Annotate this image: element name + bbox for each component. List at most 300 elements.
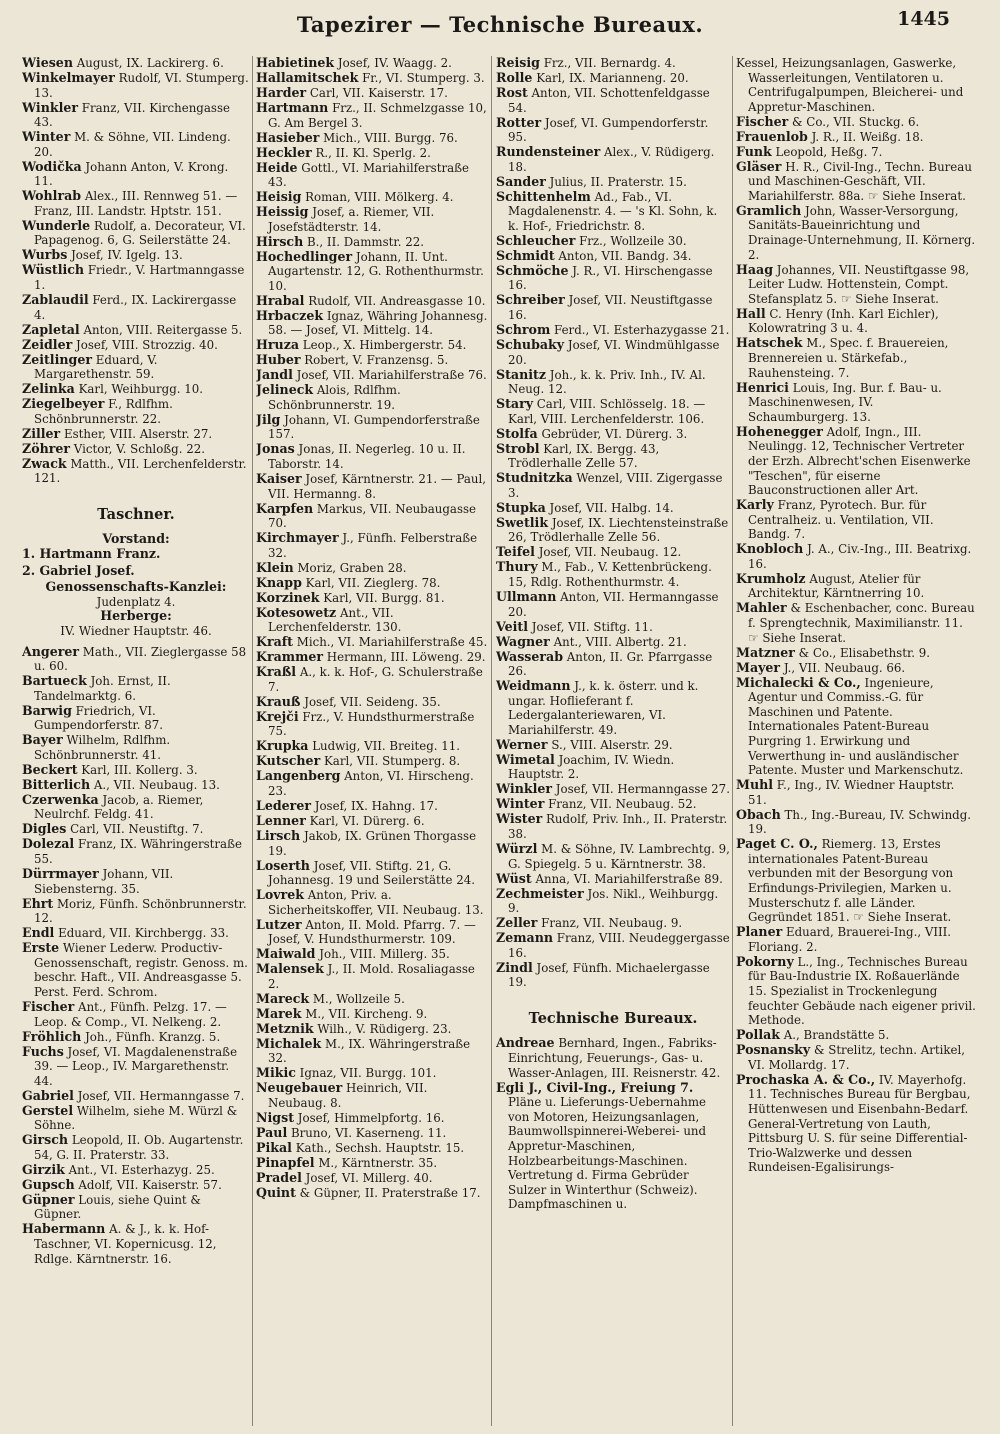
entry-name: Winkler bbox=[22, 99, 79, 115]
entry-text: Karl, III. Kollerg. 3. bbox=[81, 762, 198, 777]
entry-name: Hruza bbox=[256, 337, 300, 353]
entry-name: Hallamitschek bbox=[256, 69, 359, 85]
entry-text: Ant., VIII. Albertg. 21. bbox=[553, 634, 687, 649]
directory-entry bbox=[256, 1141, 488, 1156]
entry-name: Kraft bbox=[256, 634, 293, 650]
directory-entry bbox=[736, 676, 976, 778]
directory-entry bbox=[496, 560, 730, 589]
entry-text: A., k. k. Hof-, G. Schulerstraße 7. bbox=[268, 665, 483, 694]
entry-text: M., Spec. f. Brauereien, Brennereien u. Stärkefab., Rauhensteing. 7. bbox=[748, 336, 949, 380]
entry-text: Anton, VII. Schottenfeldgasse 54. bbox=[508, 85, 710, 115]
entry-name: Habietinek bbox=[256, 56, 335, 70]
entry-name: Jonas bbox=[256, 441, 295, 457]
entry-text: Karl, VI. Dürerg. 6. bbox=[309, 813, 425, 828]
directory-entry bbox=[22, 353, 250, 382]
entry-name: Prochaska A. & Co., bbox=[736, 1071, 876, 1087]
directory-entry bbox=[256, 695, 488, 710]
entry-text: Ferd., VI. Esterhazygasse 21. bbox=[554, 322, 730, 337]
directory-entry bbox=[496, 590, 730, 619]
entry-name: Mayer bbox=[736, 659, 781, 675]
directory-entry bbox=[736, 572, 976, 601]
directory-entry bbox=[736, 381, 976, 425]
directory-entry bbox=[22, 941, 250, 999]
entry-name: Hall bbox=[736, 305, 766, 321]
entry-name: Michalecki & Co., bbox=[736, 674, 861, 690]
entry-name: Ziller bbox=[22, 425, 61, 441]
entry-name: Gerstel bbox=[22, 1102, 74, 1118]
directory-entry bbox=[736, 336, 976, 380]
directory-entry bbox=[22, 1133, 250, 1162]
entry-text: Josef, VII. Mariahilferstraße 76. bbox=[296, 368, 487, 383]
directory-entry bbox=[496, 1036, 730, 1080]
directory-entry bbox=[256, 606, 488, 635]
directory-entry bbox=[22, 442, 250, 457]
entry-name: Loserth bbox=[256, 857, 310, 873]
column-2 bbox=[256, 56, 488, 1426]
directory-entry bbox=[22, 71, 250, 100]
entry-text: Mich., VIII. Burgg. 76. bbox=[323, 130, 458, 145]
directory-entry bbox=[22, 778, 250, 793]
entry-name: Wimetal bbox=[496, 751, 555, 767]
entry-text: Moriz, Graben 28. bbox=[297, 560, 407, 575]
entry-name: Posnansky bbox=[736, 1042, 811, 1058]
directory-entry bbox=[496, 1081, 730, 1212]
column-4 bbox=[736, 56, 976, 1426]
entry-text: A. & J., k. k. Hof-Taschner, VI. Kopernicusg. 12, Rdlge. Kärntnerstr. 16. bbox=[34, 1222, 217, 1266]
directory-entry bbox=[256, 665, 488, 694]
entry-text: A., VII. Neubaug. 13. bbox=[93, 777, 220, 792]
entry-text: Karl, Weihburgg. 10. bbox=[78, 382, 204, 397]
entry-text: L., Ing., Technisches Bureau für Bau-Industrie IX. Roßauerlände 15. Spezialist in Trockenlegung feuchter Gebäude nach eigener privil. Methode. bbox=[748, 954, 976, 1028]
directory-entry bbox=[22, 1222, 250, 1266]
entry-text: Kath., Sechsh. Hauptstr. 15. bbox=[295, 1140, 465, 1155]
directory-entry bbox=[496, 234, 730, 249]
entry-name: Schittenhelm bbox=[496, 188, 591, 204]
entry-text: Carl, VII. Neustiftg. 7. bbox=[70, 822, 204, 837]
herberge-label: Herberge: bbox=[100, 608, 172, 624]
directory-entry bbox=[736, 601, 976, 645]
directory-entry bbox=[22, 160, 250, 189]
directory-entry bbox=[496, 842, 730, 871]
column-divider bbox=[252, 56, 253, 1426]
entry-name: Girzik bbox=[22, 1161, 65, 1177]
entry-name: Rundensteiner bbox=[496, 144, 601, 160]
entry-name: Lovrek bbox=[256, 887, 304, 903]
directory-entry bbox=[256, 635, 488, 650]
entry-text: Josef, IX. Liechtensteinstraße 26, Trödlerhalle Zelle 56. bbox=[508, 515, 729, 545]
directory-entry bbox=[496, 501, 730, 516]
directory-entry bbox=[22, 427, 250, 442]
entry-text: Frz., II. Schmelzgasse 10, G. Am Bergel 3. bbox=[268, 100, 487, 130]
directory-entry bbox=[496, 427, 730, 442]
entry-name: Paul bbox=[256, 1124, 288, 1140]
entry-text: Josef, VII. Hermanngasse 27. bbox=[555, 782, 730, 797]
directory-entry bbox=[256, 502, 488, 531]
directory-entry bbox=[22, 1193, 250, 1222]
entry-text: & Co., VII. Stuckg. 6. bbox=[792, 114, 920, 129]
directory-entry bbox=[256, 1007, 488, 1022]
entry-name: Wüstlich bbox=[22, 262, 85, 278]
entry-text: R., II. Kl. Sperlg. 2. bbox=[315, 145, 431, 160]
entry-name: Lirsch bbox=[256, 827, 301, 843]
entry-text: Josef, a. Riemer, VII. Josefstädterstr. 14. bbox=[268, 205, 435, 234]
entry-name: Swetlik bbox=[496, 514, 549, 530]
directory-entry bbox=[736, 542, 976, 571]
entry-name: Mikic bbox=[256, 1065, 296, 1081]
entry-text: Bernhard, Ingen., Fabriks-Einrichtung, Feuerungs-, Gas- u. Wasser-Anlagen, III. Reisnerstr. 42. bbox=[508, 1036, 721, 1080]
entry-name: Wodička bbox=[22, 158, 82, 174]
entry-list bbox=[256, 56, 488, 1200]
directory-entry bbox=[256, 146, 488, 161]
entry-name: Weidmann bbox=[496, 678, 571, 694]
entry-name: Muhl bbox=[736, 777, 774, 793]
entry-name: Ullmann bbox=[496, 588, 557, 604]
entry-text: J., VII. Neubaug. 66. bbox=[783, 660, 906, 675]
entry-name: Lutzer bbox=[256, 916, 302, 932]
directory-entry bbox=[736, 425, 976, 498]
entry-name: Marek bbox=[256, 1005, 302, 1021]
directory-entry bbox=[256, 710, 488, 739]
entry-text: Josef, IV. Igelg. 13. bbox=[71, 248, 183, 263]
entry-text: Josef, IV. Waagg. 2. bbox=[337, 56, 452, 70]
entry-text: Victor, V. Schloßg. 22. bbox=[73, 441, 205, 456]
entry-text: Jos. Nikl., Weihburgg. 9. bbox=[508, 886, 719, 916]
entry-name: Hochedlinger bbox=[256, 248, 353, 264]
entry-text: Leop., X. Himbergerstr. 54. bbox=[302, 338, 467, 353]
entry-text: Franz, VII. Kirchengasse 43. bbox=[34, 100, 230, 130]
entry-text: M., VII. Kircheng. 9. bbox=[305, 1006, 428, 1021]
vorstand-label: Vorstand: bbox=[102, 531, 170, 547]
entry-text: Franz, Pyrotech. Bur. für Centralheiz. u. Ventilation, VII. Bandg. 7. bbox=[748, 498, 934, 542]
entry-name: Sander bbox=[496, 173, 546, 189]
entry-name: Henrici bbox=[736, 379, 789, 395]
entry-text: Josef, Kärntnerstr. 21. — Paul, VII. Hermanng. 8. bbox=[268, 472, 487, 501]
directory-entry bbox=[496, 812, 730, 841]
entry-name: Zeidler bbox=[22, 336, 73, 352]
entry-name: Zelinka bbox=[22, 381, 75, 397]
entry-text: Josef, VII. Stiftg. 21, G. Johannesg. 19 und Seilerstätte 24. bbox=[268, 858, 476, 888]
directory-entry bbox=[256, 992, 488, 1007]
directory-entry bbox=[496, 782, 730, 797]
entry-name: Bayer bbox=[22, 732, 63, 748]
directory-entry bbox=[22, 926, 250, 941]
directory-entry bbox=[256, 383, 488, 412]
entry-text: Johann, VI. Gumpendorferstraße 157. bbox=[268, 412, 480, 442]
entry-name: Schleucher bbox=[496, 232, 576, 248]
entry-name: Ziegelbeyer bbox=[22, 396, 105, 412]
entry-name: Egli J., Civil-Ing., Freiung 7. bbox=[496, 1079, 694, 1095]
entry-name: Barwig bbox=[22, 702, 72, 718]
directory-entry bbox=[496, 738, 730, 753]
entry-name: Malensek bbox=[256, 961, 324, 977]
entry-text: Anton, II. Mold. Pfarrg. 7. — Josef, V. Hundsthurmerstr. 109. bbox=[268, 917, 476, 947]
entry-text: F., Ing., IV. Wiedner Hauptstr. 51. bbox=[748, 778, 955, 807]
entry-text: Johann Anton, V. Krong. 11. bbox=[34, 159, 229, 189]
entry-text: Anton, VII. Hermanngasse 20. bbox=[508, 589, 719, 619]
entry-name: Obach bbox=[736, 806, 781, 822]
herberge-address: IV. Wiedner Hauptstr. 46. bbox=[60, 624, 212, 639]
entry-text: Ant., VI. Esterhazyg. 25. bbox=[68, 1162, 215, 1177]
directory-entry bbox=[496, 338, 730, 367]
entry-name: Zeitlinger bbox=[22, 351, 92, 367]
entry-text: Matth., VII. Lerchenfelderstr. 121. bbox=[34, 456, 247, 486]
entry-text: Josef, VI. Millerg. 40. bbox=[305, 1170, 433, 1185]
entry-text: Ad., Fab., VI. Magdalenenstr. 4. — 's Kl. Sohn, k. k. Hof-, Friedrichstr. 8. bbox=[508, 189, 718, 233]
entry-text: M. & Söhne, IV. Lambrechtg. 9, G. Spiegelg. 5 u. Kärntnerstr. 38. bbox=[508, 841, 730, 871]
entry-name: Digles bbox=[22, 821, 67, 837]
directory-entry bbox=[256, 161, 488, 190]
entry-name: Fischer bbox=[736, 113, 789, 129]
entry-text: Anton, II. Gr. Pfarrgasse 26. bbox=[508, 649, 713, 679]
entry-text: August, Atelier für Architektur, Kärntnerring 10. bbox=[748, 571, 925, 601]
entry-text: Jakob, IX. Grünen Thorgasse 19. bbox=[268, 828, 477, 858]
entry-name: Strobl bbox=[496, 440, 540, 456]
entry-name: Teifel bbox=[496, 544, 535, 560]
entry-name: Stary bbox=[496, 396, 534, 412]
entry-text: Karl, VII. Burgg. 81. bbox=[323, 590, 445, 605]
entry-name: Wunderle bbox=[22, 217, 91, 233]
entry-text: Heinrich, VII. Neubaug. 8. bbox=[268, 1081, 428, 1110]
entry-name: Lenner bbox=[256, 812, 306, 828]
directory-entry bbox=[736, 1073, 976, 1175]
entry-text: Joh. Ernst, II. Tandelmarktg. 6. bbox=[34, 674, 171, 703]
directory-entry bbox=[496, 116, 730, 145]
entry-text: J. R., II. Weißg. 18. bbox=[811, 129, 924, 144]
entry-text: H. R., Civil-Ing., Techn. Bureau und Maschinen-Geschäft, VII. Mariahilferstr. 88a. ☞ Siehe Inserat. bbox=[748, 159, 972, 203]
kanzlei-address: Judenplatz 4. bbox=[96, 594, 176, 609]
directory-entry bbox=[22, 822, 250, 837]
entry-text: Alois, Rdlfhm. Schönbrunnerstr. 19. bbox=[268, 383, 401, 412]
entry-text: Josef, VII. Neubaug. 12. bbox=[538, 545, 682, 560]
entry-text: Anton, VIII. Reitergasse 5. bbox=[83, 322, 243, 337]
directory-entry bbox=[496, 916, 730, 931]
entry-text: Frz., Wollzeile 30. bbox=[579, 233, 687, 248]
entry-text: Ant., VII. Lerchenfelderstr. 130. bbox=[268, 605, 402, 635]
directory-entry bbox=[22, 457, 250, 486]
directory-entry bbox=[496, 175, 730, 190]
directory-entry bbox=[256, 859, 488, 888]
directory-entry bbox=[496, 397, 730, 426]
directory-entry bbox=[256, 561, 488, 576]
entry-text: Josef, VII. Hermanngasse 7. bbox=[77, 1088, 245, 1103]
directory-entry bbox=[256, 918, 488, 947]
directory-entry bbox=[496, 887, 730, 916]
directory-entry bbox=[22, 1030, 250, 1045]
entry-text: Gottl., VI. Mariahilferstraße 43. bbox=[268, 160, 469, 190]
directory-entry bbox=[22, 1000, 250, 1029]
entry-name: Gläser bbox=[736, 158, 782, 174]
entry-name: Kutscher bbox=[256, 753, 321, 769]
column-1 bbox=[22, 56, 250, 1426]
directory-entry bbox=[256, 101, 488, 130]
directory-entry bbox=[22, 1089, 250, 1104]
entry-name: Heissig bbox=[256, 204, 309, 220]
entry-name: Zablaudil bbox=[22, 292, 89, 308]
directory-entry bbox=[22, 645, 250, 674]
entry-text: Wilhelm, Rdlfhm. Schönbrunnerstr. 41. bbox=[34, 733, 171, 762]
entry-text: M. & Söhne, VII. Lindeng. 20. bbox=[34, 130, 231, 159]
directory-entry bbox=[496, 545, 730, 560]
entry-name: Wohlrab bbox=[22, 188, 82, 204]
entry-list bbox=[22, 56, 250, 486]
directory-entry bbox=[22, 704, 250, 733]
entry-name: Stolfa bbox=[496, 425, 538, 441]
entry-name: Pikal bbox=[256, 1139, 292, 1155]
entry-name: Hasieber bbox=[256, 129, 320, 145]
directory-entry bbox=[256, 814, 488, 829]
entry-name: Winter bbox=[22, 129, 71, 145]
entry-text: Hermann, III. Löweng. 29. bbox=[326, 650, 486, 665]
entry-text: Alex., V. Rüdigerg. 18. bbox=[508, 145, 715, 174]
entry-text: Louis, siehe Quint & Güpner. bbox=[34, 1192, 201, 1222]
entry-text: Markus, VII. Neubaugasse 70. bbox=[268, 501, 477, 531]
directory-entry bbox=[256, 947, 488, 962]
directory-entry bbox=[736, 498, 976, 542]
entry-text: & Strelitz, techn. Artikel, VI. Mollardg. 17. bbox=[748, 1043, 966, 1072]
entry-name: Rotter bbox=[496, 114, 542, 130]
entry-text: B., II. Dammstr. 22. bbox=[306, 234, 424, 249]
directory-entry bbox=[496, 264, 730, 293]
entry-text: Wilhelm, siehe M. Würzl & Söhne. bbox=[34, 1103, 238, 1133]
entry-text: Josef, VII. Halbg. 14. bbox=[549, 500, 674, 515]
entry-text: & Eschenbacher, conc. Bureau f. Sprengtechnik, Maximilianstr. 11. ☞ Siehe Inserat. bbox=[748, 601, 975, 645]
directory-entry bbox=[22, 56, 250, 71]
entry-text: Wenzel, VIII. Zigergasse 3. bbox=[508, 471, 723, 500]
entry-name: Wüst bbox=[496, 870, 532, 886]
entry-name: Schmöche bbox=[496, 262, 569, 278]
directory-entry bbox=[22, 219, 250, 248]
entry-name: Huber bbox=[256, 352, 301, 368]
entry-name: Thury bbox=[496, 559, 538, 575]
entry-name: Rost bbox=[496, 84, 528, 100]
directory-entry bbox=[736, 661, 976, 676]
directory-entry bbox=[22, 323, 250, 338]
entry-name: Kotesowetz bbox=[256, 604, 337, 620]
entry-text: Louis, Ing. Bur. f. Bau- u. Maschinenwesen, IV. Schaumburgerg. 13. bbox=[748, 380, 942, 424]
entry-text: August, IX. Lackirerg. 6. bbox=[76, 56, 224, 70]
directory-entry bbox=[496, 71, 730, 86]
directory-entry bbox=[22, 130, 250, 159]
entry-name: Planer bbox=[736, 924, 783, 940]
entry-name: Karpfen bbox=[256, 500, 314, 516]
entry-name: Wasserab bbox=[496, 648, 564, 664]
entry-name: Kraßl bbox=[256, 664, 297, 680]
entry-text: Robert, V. Franzensg. 5. bbox=[304, 353, 449, 368]
entry-text: John, Wasser-Versorgung, Sanitäts-Baueinrichtung und Drainage-Unternehmung, II. Körnerg. 2. bbox=[748, 203, 976, 262]
entry-text: Josef, VII. Neustiftgasse 16. bbox=[508, 293, 713, 322]
directory-entry bbox=[22, 897, 250, 926]
directory-entry bbox=[496, 471, 730, 500]
directory-entry bbox=[496, 961, 730, 990]
entry-name: Hartmann bbox=[256, 99, 329, 115]
entry-text: M., Kärntnerstr. 35. bbox=[318, 1155, 438, 1170]
entry-name: Wiesen bbox=[22, 56, 73, 70]
entry-text: Josef, VII. Stiftg. 11. bbox=[531, 619, 653, 634]
entry-text: Leopold, II. Ob. Augartenstr. 54, G. II. Praterstr. 33. bbox=[34, 1133, 244, 1162]
entry-text: Josef, IX. Hahng. 17. bbox=[314, 798, 438, 813]
entry-text: J. R., VI. Hirschengasse 16. bbox=[508, 263, 713, 293]
entry-name: Werner bbox=[496, 736, 548, 752]
entry-text: Carl, VII. Kaiserstr. 17. bbox=[309, 85, 448, 100]
entry-text: Alex., III. Rennweg 51. — Franz, III. Landstr. Hptstr. 151. bbox=[34, 189, 238, 218]
directory-entry bbox=[736, 646, 976, 661]
entry-text: Joh., Fünfh. Kranzg. 5. bbox=[85, 1029, 221, 1044]
kanzlei-label: Genossenschafts-Kanzlei: bbox=[45, 579, 227, 595]
entry-name: Winkelmayer bbox=[22, 69, 115, 85]
entry-name: Dürrmayer bbox=[22, 866, 99, 882]
directory-entry bbox=[496, 753, 730, 782]
directory-entry bbox=[256, 888, 488, 917]
entry-text: Anna, VI. Mariahilferstraße 89. bbox=[535, 871, 723, 886]
entry-name: Winkler bbox=[496, 781, 553, 797]
entry-text: Anton, VII. Bandg. 34. bbox=[558, 248, 692, 263]
entry-name: Zemann bbox=[496, 930, 554, 946]
entry-name: Klein bbox=[256, 559, 294, 575]
entry-text: Roman, VIII. Mölkerg. 4. bbox=[305, 190, 454, 205]
directory-entry bbox=[256, 739, 488, 754]
entry-text: C. Henry (Inh. Karl Eichler), Kolowratring 3 u. 4. bbox=[748, 306, 939, 336]
directory-entry bbox=[736, 1043, 976, 1072]
directory-entry bbox=[496, 620, 730, 635]
entry-name: Pinapfel bbox=[256, 1154, 315, 1170]
directory-entry bbox=[496, 931, 730, 960]
entry-text: & Co., Elisabethstr. 9. bbox=[798, 645, 931, 660]
section-heading-technische-bureaux: Technische Bureaux. bbox=[528, 1009, 698, 1027]
entry-text: M., IX. Währingerstraße 32. bbox=[268, 1036, 471, 1066]
entry-text: Franz, VII. Neubaug. 52. bbox=[548, 797, 697, 812]
entry-text: Josef, VI. Magdalenenstraße 39. — Leop., IV. Margarethenstr. 44. bbox=[34, 1044, 238, 1088]
column-3 bbox=[496, 56, 730, 1426]
directory-entry bbox=[496, 249, 730, 264]
entry-text: F., Rdlfhm. Schönbrunnerstr. 22. bbox=[34, 397, 173, 426]
directory-entry bbox=[22, 793, 250, 822]
entry-name: Quint bbox=[256, 1184, 296, 1200]
directory-entry bbox=[256, 309, 488, 338]
directory-entry bbox=[496, 516, 730, 545]
entry-name: Studnitzka bbox=[496, 470, 573, 486]
entry-name: Wister bbox=[496, 811, 543, 827]
entry-name: Andreae bbox=[496, 1035, 555, 1051]
entry-text: Johann, II. Unt. Augartenstr. 12, G. Rothenthurmstr. 10. bbox=[268, 249, 484, 293]
entry-text: Franz, VIII. Neudeggergasse 16. bbox=[508, 931, 730, 960]
directory-entry bbox=[736, 955, 976, 1028]
entry-name: Beckert bbox=[22, 761, 78, 777]
directory-entry bbox=[256, 353, 488, 368]
directory-entry bbox=[736, 130, 976, 145]
entry-name: Veitl bbox=[496, 618, 529, 634]
entry-name: Schrom bbox=[496, 321, 551, 337]
entry-name: Hrabal bbox=[256, 292, 305, 308]
directory-entry bbox=[256, 442, 488, 471]
entry-text: Carl, VIII. Schlösselg. 18. — Karl, VIII. Lerchenfelderstr. 106. bbox=[508, 397, 706, 426]
directory-entry bbox=[256, 829, 488, 858]
entry-name: Korzinek bbox=[256, 589, 320, 605]
entry-list bbox=[736, 56, 976, 1175]
entry-name: Rolle bbox=[496, 69, 533, 85]
directory-entry bbox=[22, 263, 250, 292]
directory-entry bbox=[256, 71, 488, 86]
directory-entry bbox=[496, 368, 730, 397]
column-divider bbox=[732, 56, 733, 1426]
entry-name: Fuchs bbox=[22, 1043, 64, 1059]
entry-text: Friedrich, VI. Gumpendorferstr. 87. bbox=[34, 703, 164, 733]
entry-text: Math., VII. Zieglergasse 58 u. 60. bbox=[34, 644, 247, 674]
entry-text: Josef, VIII. Strozzig. 40. bbox=[75, 337, 218, 352]
entry-name: Harder bbox=[256, 84, 307, 100]
entry-text: Johann, VII. Siebensterng. 35. bbox=[34, 867, 174, 896]
directory-entry bbox=[256, 591, 488, 606]
entry-text: Anton, Priv. a. Sicherheitskoffer, VII. Neubaug. 13. bbox=[268, 888, 484, 917]
